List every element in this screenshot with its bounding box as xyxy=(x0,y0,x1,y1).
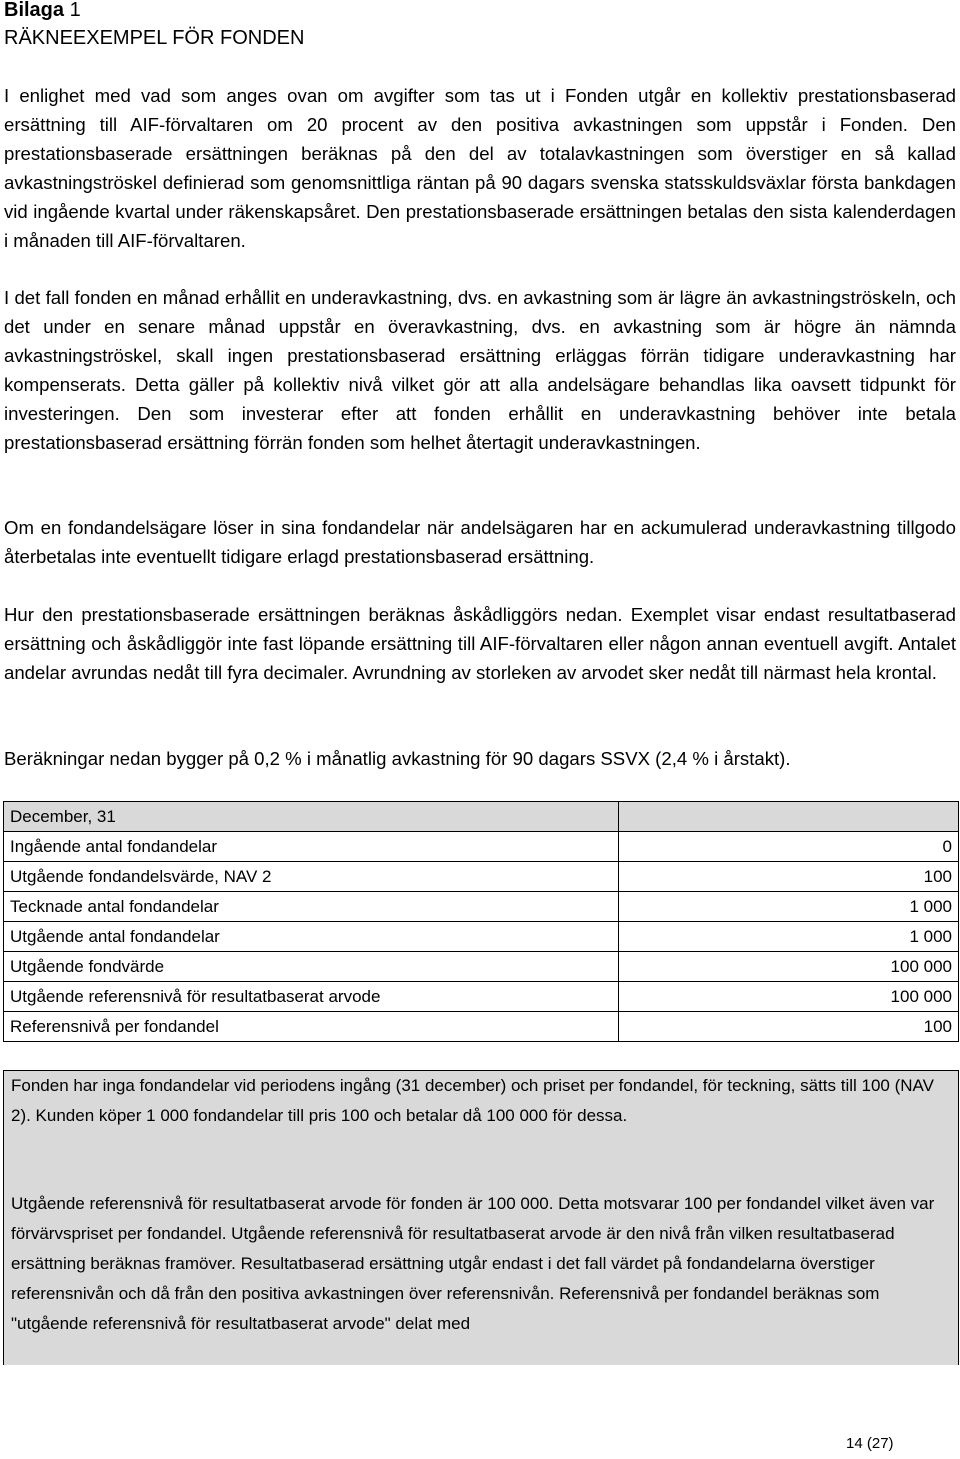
paragraph-example-intro: Hur den prestationsbaserade ersättningen beräknas åskådliggörs nedan. Exemplet visar endast resultatbaserad ersättning och åskådliggör inte fast löpande ersättning till AIF-förvaltaren eller någon annan eventuell avgift. Antalet andelar avrundas nedåt till fyra decimaler. Avrundning av storleken av arvodet sker nedåt till närmast hela krontal. xyxy=(4,604,956,683)
table-row xyxy=(4,832,959,862)
table-row xyxy=(4,1012,959,1042)
row-label: Utgående fondvärde xyxy=(4,952,619,982)
row-value: 1 000 xyxy=(619,922,959,952)
table-row xyxy=(4,982,959,1012)
row-label: Referensnivå per fondandel xyxy=(4,1012,619,1042)
explanation-paragraph: Fonden har inga fondandelar vid periodens ingång (31 december) och priset per fondandel, för teckning, sätts till 100 (NAV 2). Kunden köper 1 000 fondandelar till pris 100 och betalar då 100 000 för dessa. xyxy=(11,1076,934,1125)
explanation-box xyxy=(3,1070,959,1365)
row-value: 1 000 xyxy=(619,892,959,922)
table-row xyxy=(4,862,959,892)
appendix-label: Bilaga xyxy=(4,0,65,21)
page-number: 14 (27) xyxy=(846,1435,894,1452)
table-row xyxy=(4,922,959,952)
row-value: 100 xyxy=(619,862,959,892)
paragraph-underperformance: I det fall fonden en månad erhållit en underavkastning, dvs. en avkastning som är lägre än avkastningströskeln, och det under en senare månad uppstår en överavkastning, dvs. en avkastning som är högre än nämnda avkastningströskel, skall ingen prestationsbaserad ersättning erläggas förrän tidigare underavkastning har kompenserats. Detta gäller på kollektiv nivå vilket gör att alla andelsägare behandlas lika oavsett tidpunkt för investeringen. Den som investerar efter att fonden erhållit en underavkastning behöver inte betala prestationsbaserad ersättning förrän fonden som helhet återtagit underavkastningen. xyxy=(4,287,956,453)
appendix-heading xyxy=(4,0,81,24)
row-label: Utgående fondandelsvärde, NAV 2 xyxy=(4,862,619,892)
row-label: Ingående antal fondandelar xyxy=(4,832,619,862)
row-value: 100 xyxy=(619,1012,959,1042)
row-label: Tecknade antal fondandelar xyxy=(4,892,619,922)
paragraph-calculation-basis: Beräkningar nedan bygger på 0,2 % i månatlig avkastning för 90 dagars SSVX (2,4 % i årstakt). xyxy=(4,748,791,769)
appendix-number: 1 xyxy=(69,0,81,21)
row-label: Utgående antal fondandelar xyxy=(4,922,619,952)
table-header-empty-cell xyxy=(619,802,959,832)
table-row xyxy=(4,892,959,922)
table-row xyxy=(4,952,959,982)
paragraph-fee-description: I enlighet med vad som anges ovan om avgifter som tas ut i Fonden utgår en kollektiv prestationsbaserad ersättning till AIF-förvaltaren om 20 procent av den positiva avkastningen som uppstår i Fonden. Den prestationsbaserade ersättningen beräknas på den del av totalavkastningen som överstiger en så kallad avkastningströskel definierad som genomsnittliga räntan på 90 dagars svenska statsskuldsväxlar första bankdagen vid ingående kvartal under räkenskapsåret. Den prestationsbaserade ersättningen betalas den sista kalenderdagen i månaden till AIF-förvaltaren. xyxy=(4,85,956,251)
calculation-table xyxy=(3,801,959,1042)
paragraph-redemption: Om en fondandelsägare löser in sina fondandelar när andelsägaren har en ackumulerad underavkastning tillgodo återbetalas inte eventuellt tidigare erlagd prestationsbaserad ersättning. xyxy=(4,517,956,567)
table-header-row xyxy=(4,802,959,832)
table-header-cell: December, 31 xyxy=(4,802,619,832)
row-value: 100 000 xyxy=(619,982,959,1012)
row-value: 0 xyxy=(619,832,959,862)
row-value: 100 000 xyxy=(619,952,959,982)
explanation-paragraph: Utgående referensnivå för resultatbaserat arvode för fonden är 100 000. Detta motsvarar 100 per fondandel vilket även var förvärvspriset per fondandel. Utgående referensnivå för resultatbaserat arvode är den nivå från vilken resultatbaserad ersättning beräknas framöver. Resultatbaserad ersättning utgår endast i det fall värdet på fondandelarna överstiger referensnivån och då från den positiva avkastningen över referensnivån. Referensnivå per fondandel beräknas som "utgående referensnivå för resultatbaserat arvode" delat med xyxy=(11,1194,935,1333)
row-label: Utgående referensnivå för resultatbaserat arvode xyxy=(4,982,619,1012)
page-title: RÄKNEEXEMPEL FÖR FONDEN xyxy=(4,27,305,49)
